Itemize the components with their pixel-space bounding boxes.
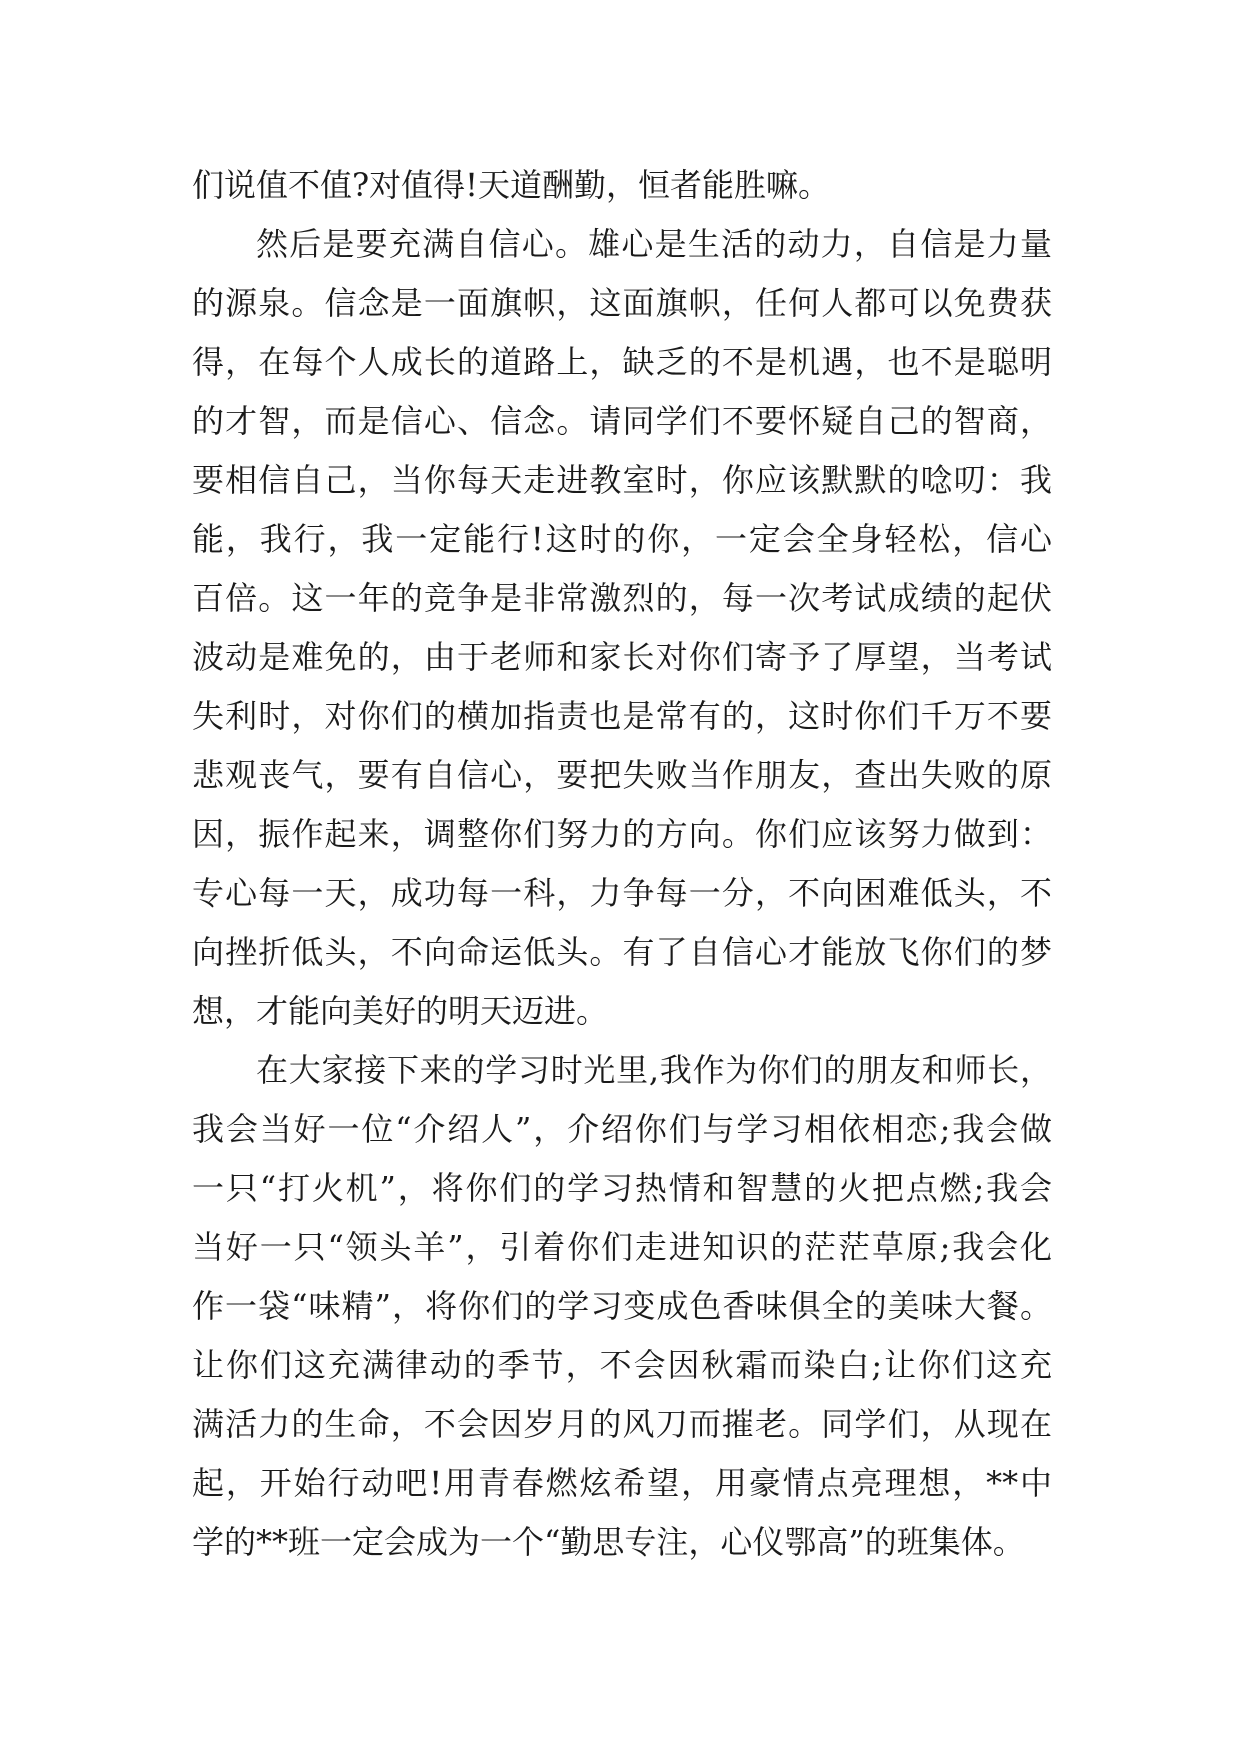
text-line: 我会当好一位“介绍人”，介绍你们与学习相依相恋;我会做 bbox=[192, 1110, 1052, 1148]
text-line: 失利时，对你们的横加指责也是常有的，这时你们千万不要 bbox=[192, 697, 1052, 735]
text-line: 向挫折低头，不向命运低头。有了自信心才能放飞你们的梦 bbox=[192, 933, 1052, 971]
text-line: 能，我行，我一定能行!这时的你，一定会全身轻松，信心 bbox=[192, 520, 1052, 558]
body-text bbox=[192, 156, 1052, 1572]
text-line: 然后是要充满自信心。雄心是生活的动力，自信是力量 bbox=[256, 225, 1052, 263]
text-line: 百倍。这一年的竞争是非常激烈的，每一次考试成绩的起伏 bbox=[192, 579, 1052, 617]
text-line: 因，振作起来，调整你们努力的方向。你们应该努力做到： bbox=[192, 815, 1052, 853]
text-line: 悲观丧气，要有自信心，要把失败当作朋友，查出失败的原 bbox=[192, 756, 1052, 794]
text-line: 们说值不值?对值得!天道酬勤，恒者能胜嘛。 bbox=[192, 166, 831, 204]
text-line: 想，才能向美好的明天迈进。 bbox=[192, 992, 609, 1030]
text-line: 波动是难免的，由于老师和家长对你们寄予了厚望，当考试 bbox=[192, 638, 1052, 676]
text-line: 在大家接下来的学习时光里,我作为你们的朋友和师长， bbox=[256, 1051, 1052, 1089]
text-line: 的源泉。信念是一面旗帜，这面旗帜，任何人都可以免费获 bbox=[192, 284, 1052, 322]
text-line: 得，在每个人成长的道路上，缺乏的不是机遇，也不是聪明 bbox=[192, 343, 1052, 381]
text-line: 起，开始行动吧!用青春燃炫希望，用豪情点亮理想，**中 bbox=[192, 1464, 1052, 1502]
text-line: 满活力的生命，不会因岁月的风刀而摧老。同学们，从现在 bbox=[192, 1405, 1052, 1443]
text-line: 让你们这充满律动的季节，不会因秋霜而染白;让你们这充 bbox=[192, 1346, 1052, 1384]
text-line: 一只“打火机”，将你们的学习热情和智慧的火把点燃;我会 bbox=[192, 1169, 1052, 1207]
text-line: 专心每一天，成功每一科，力争每一分，不向困难低头，不 bbox=[192, 874, 1052, 912]
text-line: 作一袋“味精”，将你们的学习变成色香味俱全的美味大餐。 bbox=[192, 1287, 1052, 1325]
text-line: 学的**班一定会成为一个“勤思专注，心仪鄂高”的班集体。 bbox=[192, 1523, 1025, 1561]
text-line: 的才智，而是信心、信念。请同学们不要怀疑自己的智商， bbox=[192, 402, 1052, 440]
text-line: 要相信自己，当你每天走进教室时，你应该默默的唸叨：我 bbox=[192, 461, 1052, 499]
text-line: 当好一只“领头羊”，引着你们走进知识的茫茫草原;我会化 bbox=[192, 1228, 1052, 1266]
